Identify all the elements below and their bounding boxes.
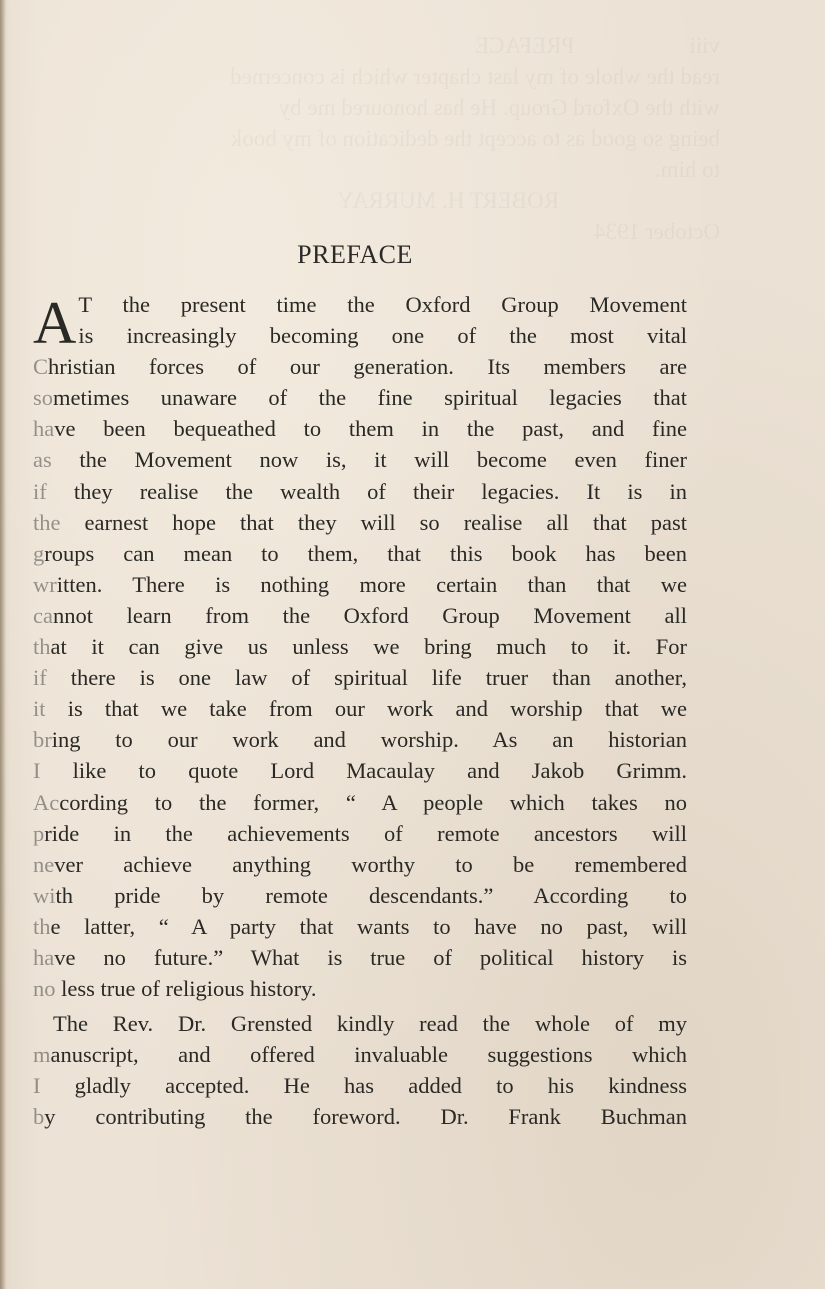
faded-margin-text: p bbox=[33, 820, 45, 846]
text-line: that it can give us unless we bring much to it. For bbox=[33, 634, 687, 660]
text-line: if there is one law of spiritual life truer than another, bbox=[33, 665, 687, 691]
text-line: I like to quote Lord Macaulay and Jakob Grimm. bbox=[33, 758, 687, 784]
faded-margin-text: th bbox=[33, 913, 51, 939]
text-line: The Rev. Dr. Grensted kindly read the whole of my bbox=[53, 1011, 687, 1037]
faded-margin-text: g bbox=[33, 540, 45, 566]
faded-margin-text: I bbox=[33, 758, 41, 784]
text-line: I gladly accepted. He has added to his kindness bbox=[33, 1073, 687, 1099]
faded-margin-text: if bbox=[33, 478, 47, 504]
paragraph-2 bbox=[33, 1008, 687, 1132]
text-line: pride in the achievements of remote ancestors will bbox=[33, 820, 687, 846]
text-line: by contributing the foreword. Dr. Frank Buchman bbox=[33, 1104, 687, 1130]
text-line: no less true of religious history. bbox=[33, 976, 317, 1002]
page-title: PREFACE bbox=[297, 240, 413, 269]
text-line: groups can mean to them, that this book has been bbox=[33, 540, 687, 566]
text-line: never achieve anything worthy to be remembered bbox=[33, 851, 687, 877]
faded-margin-text: Ac bbox=[33, 789, 60, 815]
text-line: bring to our work and worship. As an historian bbox=[33, 727, 687, 753]
faded-margin-text: no bbox=[33, 976, 56, 1002]
drop-cap: A bbox=[33, 290, 77, 356]
text-line: the earnest hope that they will so realise all that past bbox=[33, 509, 687, 535]
text-line: T the present time the Oxford Group Movement bbox=[78, 292, 687, 317]
text-line: According to the former, “ A people which takes no bbox=[33, 789, 687, 815]
faded-margin-text: ha bbox=[33, 416, 55, 442]
text-line: the latter, “ A party that wants to have no past, will bbox=[33, 913, 687, 939]
text-line: have been bequeathed to them in the past, and fine bbox=[33, 416, 687, 442]
faded-margin-text: th bbox=[33, 634, 51, 660]
text-line: with pride by remote descendants.” According to bbox=[33, 882, 687, 908]
faded-margin-text: wr bbox=[33, 571, 57, 597]
text-line: as the Movement now is, it will become even finer bbox=[33, 447, 687, 473]
binding-shadow bbox=[0, 0, 6, 1289]
paragraph-1 bbox=[33, 289, 687, 1004]
faded-margin-text: wi bbox=[33, 882, 56, 908]
faded-margin-text: so bbox=[33, 385, 54, 411]
text-line: Christian forces of our generation. Its members are bbox=[33, 354, 687, 380]
text-line: if they realise the wealth of their legacies. It is in bbox=[33, 478, 687, 504]
faded-margin-text: b bbox=[33, 1104, 45, 1130]
text-line: manuscript, and offered invaluable suggestions which bbox=[33, 1042, 687, 1068]
text-line: cannot learn from the Oxford Group Movement all bbox=[33, 602, 687, 628]
faded-margin-text: as bbox=[33, 447, 52, 473]
faded-margin-text: C bbox=[33, 354, 49, 380]
text-line: have no future.” What is true of political history is bbox=[33, 944, 687, 970]
faded-margin-text: ca bbox=[33, 602, 53, 628]
faded-margin-text: I bbox=[33, 1073, 41, 1099]
text-line: written. There is nothing more certain than that we bbox=[33, 571, 687, 597]
faded-margin-text: if bbox=[33, 665, 47, 691]
faded-margin-text: the bbox=[33, 509, 61, 535]
faded-margin-text: ha bbox=[33, 944, 55, 970]
text-line: is increasingly becoming one of the most vital bbox=[78, 323, 687, 349]
show-through-text: viii PREFACE read the whole of my last chapter which is concerned with the Oxford Group. He has honoured me by being so good as to accept the dedication of my book to him. ROBERT H. MURRAY October 1934 bbox=[230, 33, 720, 244]
text-line: it is that we take from our work and worship that we bbox=[33, 696, 687, 722]
text-line: sometimes unaware of the fine spiritual legacies that bbox=[33, 385, 687, 411]
faded-margin-text: it bbox=[33, 696, 46, 722]
preface-body bbox=[33, 289, 687, 1133]
faded-margin-text: ne bbox=[33, 851, 55, 877]
faded-margin-text: br bbox=[33, 727, 52, 753]
faded-margin-text: m bbox=[33, 1042, 51, 1068]
